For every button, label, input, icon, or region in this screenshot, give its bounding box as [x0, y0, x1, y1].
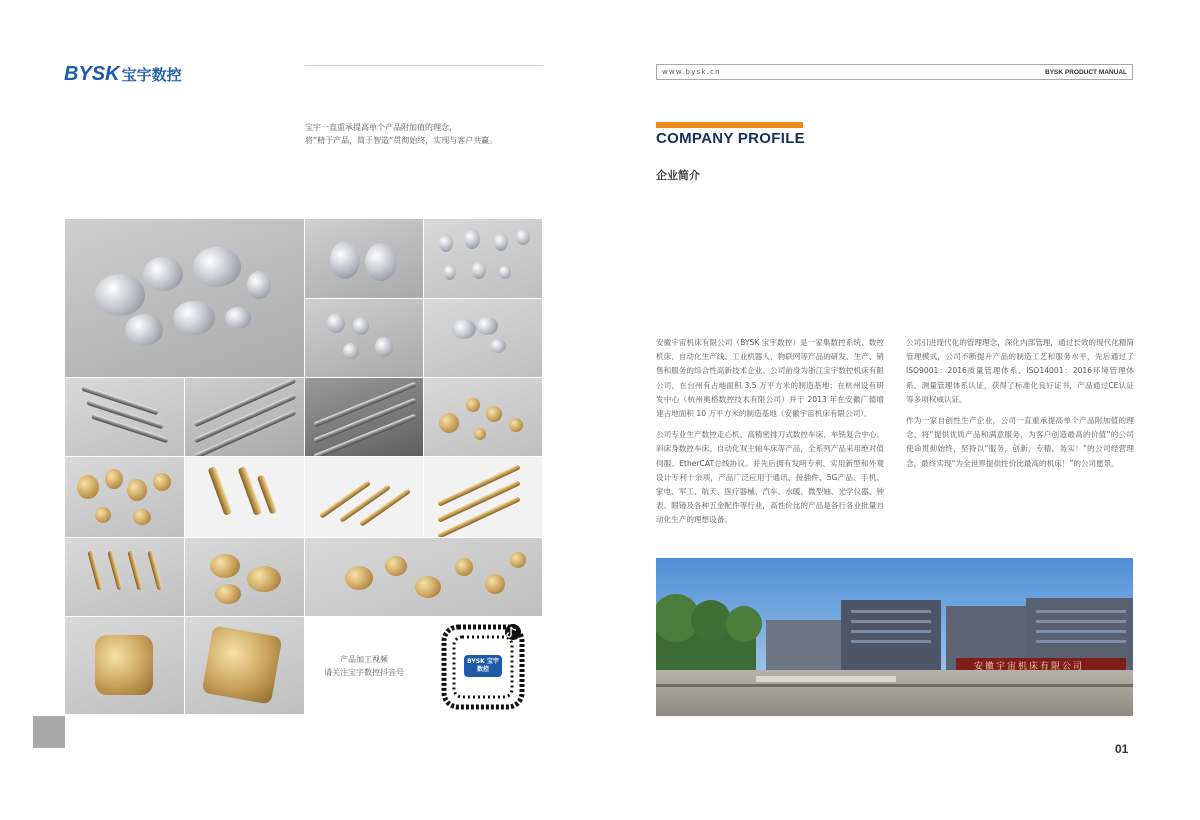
- website-url[interactable]: www.bysk.cn: [662, 68, 721, 76]
- page-header: [656, 64, 1133, 80]
- building-sign: 安徽宇宙机床有限公司: [974, 662, 1085, 672]
- factory-photo: [656, 558, 1133, 716]
- video-caption-line: 请关注宝宇数控抖音号: [324, 668, 404, 677]
- product-photo-brass-probes: [305, 457, 424, 538]
- product-photo-brass-nuts: [424, 378, 543, 457]
- product-photo-connector-socket: [65, 617, 185, 715]
- product-photo-brass-valves: [185, 457, 305, 538]
- product-photo-small-fittings: [424, 219, 543, 299]
- page-number: 01: [1115, 742, 1129, 756]
- profile-paragraph: 作为一家自创性生产企业，公司一直重承提高单个产品附加值的理念，将“提供优质产品和满意服务，为客户创造最高的价值”的公司使命贯彻始终，坚持以“服务，创新，专精，务实！”的公司经营理念，最终实现“为全世界提供性价比最高的机床！”的公司愿景。: [906, 416, 1134, 468]
- product-photo-brass-nuts-large: [185, 538, 305, 617]
- product-photo-steel-connectors: [305, 299, 424, 378]
- profile-paragraph: 公司专业生产数控走心机、高精密排刀式数控车床、车铣复合中心、斜床身数控车床、自动化双主轴车床等产品，全系列产品采用绝对值伺服、EtherCAT总线协议。并先后拥有发明专利、实用新型和外观设计专利十余项，产品广泛应用于通讯、接插件、5G产品、手机、家电、军工、航天、医疗器械、汽车、水暖、微型轴、光学仪器、钟表、眼镜及各种五金配件等行业，高性价比的产品是各行各业批量自动化生产的理想设备。: [656, 430, 884, 525]
- product-photo-brass-fittings: [65, 457, 185, 538]
- video-caption: [305, 617, 423, 715]
- qr-code-icon[interactable]: [424, 617, 543, 715]
- product-photo-brass-assortment: [305, 538, 543, 617]
- logo-name-cn: 宝宇数控: [121, 65, 182, 84]
- profile-paragraph: 安徽宇宙机床有限公司（BYSK 宝宇数控）是一家集数控系统、数控机床、自动化生产线、工业机器人、物联网等产品的研发、生产、销售和服务的综合性高新技术企业。公司前身为浙江宝宇数控机床有限公司，在台州有占地面积 3.5 万平方米的制造基地；在杭州设有研发中心（杭州奥格数控技术有限公司）并于 2013 年在安徽广德增建占地面积 10 万平方米的制造基地（安徽宇宙机床有限公司）。: [656, 338, 884, 419]
- profile-column-right: [906, 336, 1134, 478]
- brand-logo: [64, 62, 182, 86]
- product-photo-flange-connector: [185, 617, 305, 715]
- header-rule: [305, 65, 543, 66]
- logo-mark: BYSK: [64, 62, 120, 85]
- page-corner-tab: [33, 716, 65, 748]
- product-photo-brass-pins: [424, 457, 543, 538]
- product-photo-brass-terminals: [65, 538, 185, 617]
- product-photo-pins: [65, 378, 185, 457]
- slogan-line: 将“精于产品，简于智造”贯彻始终，实现与客户共赢。: [305, 136, 498, 145]
- profile-column-left: [656, 336, 884, 535]
- slogan: [305, 121, 497, 147]
- product-photo-aluminum-parts: [65, 219, 305, 378]
- product-photo-shafts: [185, 378, 305, 457]
- title-accent-bar: [656, 122, 803, 128]
- section-title-cn: 企业简介: [656, 169, 700, 182]
- product-photo-spools: [305, 219, 424, 299]
- product-photo-rings: [424, 299, 543, 378]
- qr-logo-text: BYSK 宝宇数控: [467, 658, 499, 673]
- profile-paragraph: 公司引进现代化的管理理念，深化内部管理，通过长效的现代化精简管理模式，公司不断提升产品的制造工艺和服务水平，先后通过了ISO9001：2016质量管理体系、ISO14001：2016环境管理体系、测量管理体系认证，获得了标准化良好证书，产品通过CE认证等多项权威认证。: [906, 338, 1134, 404]
- slogan-line: 宝宇一直重承提高单个产品附加值的理念，: [305, 123, 457, 132]
- manual-label: BYSK PRODUCT MANUAL: [1045, 68, 1127, 76]
- product-photo-threaded-shafts: [305, 378, 424, 457]
- section-title: COMPANY PROFILE: [656, 130, 805, 147]
- video-caption-line: 产品加工视频: [340, 655, 388, 664]
